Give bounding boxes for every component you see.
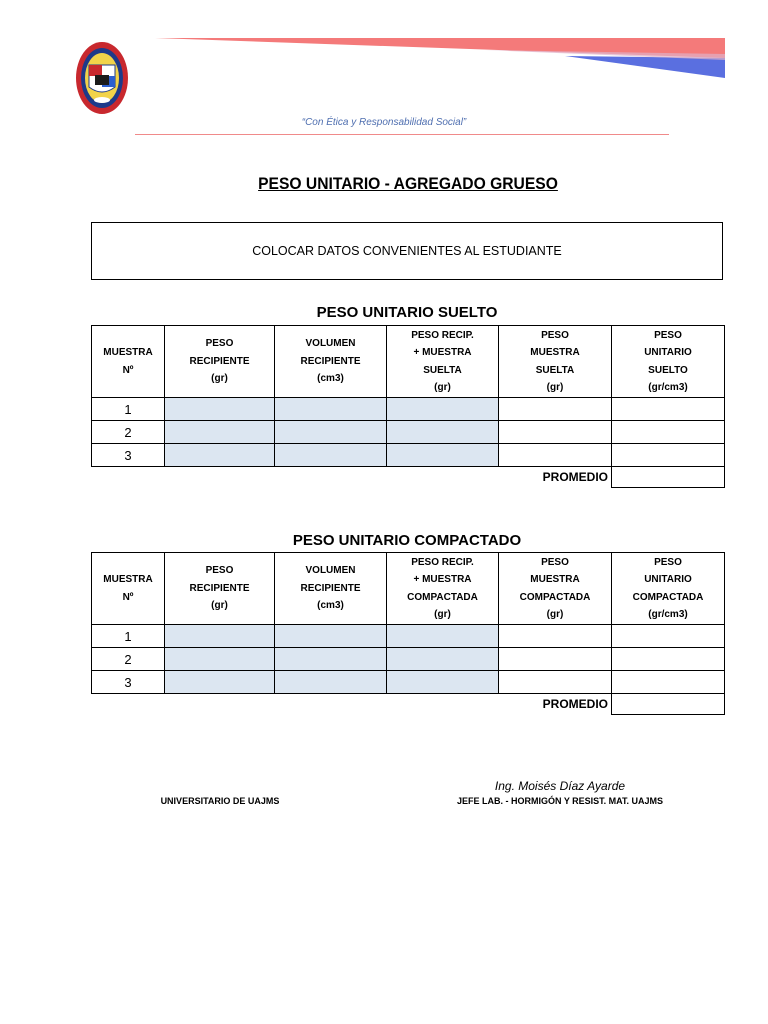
input-cell-peso-recipiente[interactable] bbox=[165, 398, 275, 421]
sample-number: 3 bbox=[92, 444, 165, 467]
header-muestra: MUESTRA Nº bbox=[92, 553, 165, 625]
table-row bbox=[92, 671, 725, 694]
table-row bbox=[92, 398, 725, 421]
input-cell-peso-recipiente[interactable] bbox=[165, 421, 275, 444]
promedio-value-cell[interactable] bbox=[612, 467, 725, 488]
input-cell-volumen[interactable] bbox=[275, 444, 387, 467]
table-peso-compactado bbox=[91, 552, 725, 715]
input-cell-peso-recip-muestra[interactable] bbox=[387, 648, 499, 671]
institution-motto: “Con Ética y Responsabilidad Social” bbox=[301, 117, 467, 128]
input-cell-peso-recipiente[interactable] bbox=[165, 444, 275, 467]
header-banner-stripes bbox=[155, 36, 725, 80]
result-cell-peso-muestra[interactable] bbox=[499, 421, 612, 444]
sample-number: 1 bbox=[92, 398, 165, 421]
header-peso-recipiente: PESO RECIPIENTE (gr) bbox=[165, 553, 275, 625]
result-cell-peso-unitario[interactable] bbox=[612, 421, 725, 444]
result-cell-peso-unitario[interactable] bbox=[612, 398, 725, 421]
signature-student-title: UNIVERSITARIO DE UAJMS bbox=[160, 796, 280, 806]
input-cell-peso-recip-muestra[interactable] bbox=[387, 398, 499, 421]
result-cell-peso-unitario[interactable] bbox=[612, 625, 725, 648]
table-row bbox=[92, 444, 725, 467]
input-cell-volumen[interactable] bbox=[275, 671, 387, 694]
table-row bbox=[92, 625, 725, 648]
section-title-compactado: PESO UNITARIO COMPACTADO bbox=[292, 532, 522, 549]
input-cell-volumen[interactable] bbox=[275, 648, 387, 671]
student-data-instructions: COLOCAR DATOS CONVENIENTES AL ESTUDIANTE bbox=[252, 244, 562, 258]
header-volumen-recipiente: VOLUMEN RECIPIENTE (cm3) bbox=[275, 553, 387, 625]
input-cell-volumen[interactable] bbox=[275, 398, 387, 421]
result-cell-peso-muestra[interactable] bbox=[499, 398, 612, 421]
result-cell-peso-muestra[interactable] bbox=[499, 648, 612, 671]
header-peso-recip-muestra: PESO RECIP. + MUESTRA SUELTA (gr) bbox=[387, 326, 499, 398]
header-peso-recip-muestra: PESO RECIP. + MUESTRA COMPACTADA (gr) bbox=[387, 553, 499, 625]
table-row bbox=[92, 421, 725, 444]
signatory-name: Ing. Moisés Díaz Ayarde bbox=[494, 779, 626, 793]
header-peso-muestra: PESO MUESTRA COMPACTADA (gr) bbox=[499, 553, 612, 625]
table-row bbox=[92, 648, 725, 671]
section-title-suelto: PESO UNITARIO SUELTO bbox=[316, 304, 498, 321]
promedio-label: PROMEDIO bbox=[542, 470, 608, 485]
promedio-row bbox=[92, 467, 725, 488]
result-cell-peso-unitario[interactable] bbox=[612, 648, 725, 671]
result-cell-peso-unitario[interactable] bbox=[612, 444, 725, 467]
document-title: PESO UNITARIO - AGREGADO GRUESO bbox=[258, 174, 558, 193]
input-cell-peso-recipiente[interactable] bbox=[165, 648, 275, 671]
university-seal-logo bbox=[75, 41, 129, 115]
header-divider bbox=[135, 134, 669, 135]
promedio-label: PROMEDIO bbox=[542, 697, 608, 712]
sample-number: 3 bbox=[92, 671, 165, 694]
sample-number: 2 bbox=[92, 648, 165, 671]
input-cell-peso-recip-muestra[interactable] bbox=[387, 421, 499, 444]
header-volumen-recipiente: VOLUMEN RECIPIENTE (cm3) bbox=[275, 326, 387, 398]
header-peso-muestra: PESO MUESTRA SUELTA (gr) bbox=[499, 326, 612, 398]
input-cell-peso-recipiente[interactable] bbox=[165, 671, 275, 694]
sample-number: 2 bbox=[92, 421, 165, 444]
table-header-row bbox=[92, 553, 725, 625]
header-muestra: MUESTRA Nº bbox=[92, 326, 165, 398]
input-cell-peso-recip-muestra[interactable] bbox=[387, 625, 499, 648]
promedio-value-cell[interactable] bbox=[612, 694, 725, 715]
input-cell-peso-recipiente[interactable] bbox=[165, 625, 275, 648]
result-cell-peso-muestra[interactable] bbox=[499, 625, 612, 648]
result-cell-peso-muestra[interactable] bbox=[499, 671, 612, 694]
table-header-row bbox=[92, 326, 725, 398]
header-peso-unitario: PESO UNITARIO COMPACTADA (gr/cm3) bbox=[612, 553, 725, 625]
result-cell-peso-muestra[interactable] bbox=[499, 444, 612, 467]
input-cell-volumen[interactable] bbox=[275, 625, 387, 648]
student-data-box[interactable] bbox=[91, 222, 723, 280]
header-peso-unitario: PESO UNITARIO SUELTO (gr/cm3) bbox=[612, 326, 725, 398]
sample-number: 1 bbox=[92, 625, 165, 648]
promedio-row bbox=[92, 694, 725, 715]
input-cell-peso-recip-muestra[interactable] bbox=[387, 444, 499, 467]
table-peso-suelto bbox=[91, 325, 725, 488]
input-cell-volumen[interactable] bbox=[275, 421, 387, 444]
result-cell-peso-unitario[interactable] bbox=[612, 671, 725, 694]
signature-lab-head-title: JEFE LAB. - HORMIGÓN Y RESIST. MAT. UAJMS bbox=[456, 796, 664, 806]
header-peso-recipiente: PESO RECIPIENTE (gr) bbox=[165, 326, 275, 398]
input-cell-peso-recip-muestra[interactable] bbox=[387, 671, 499, 694]
